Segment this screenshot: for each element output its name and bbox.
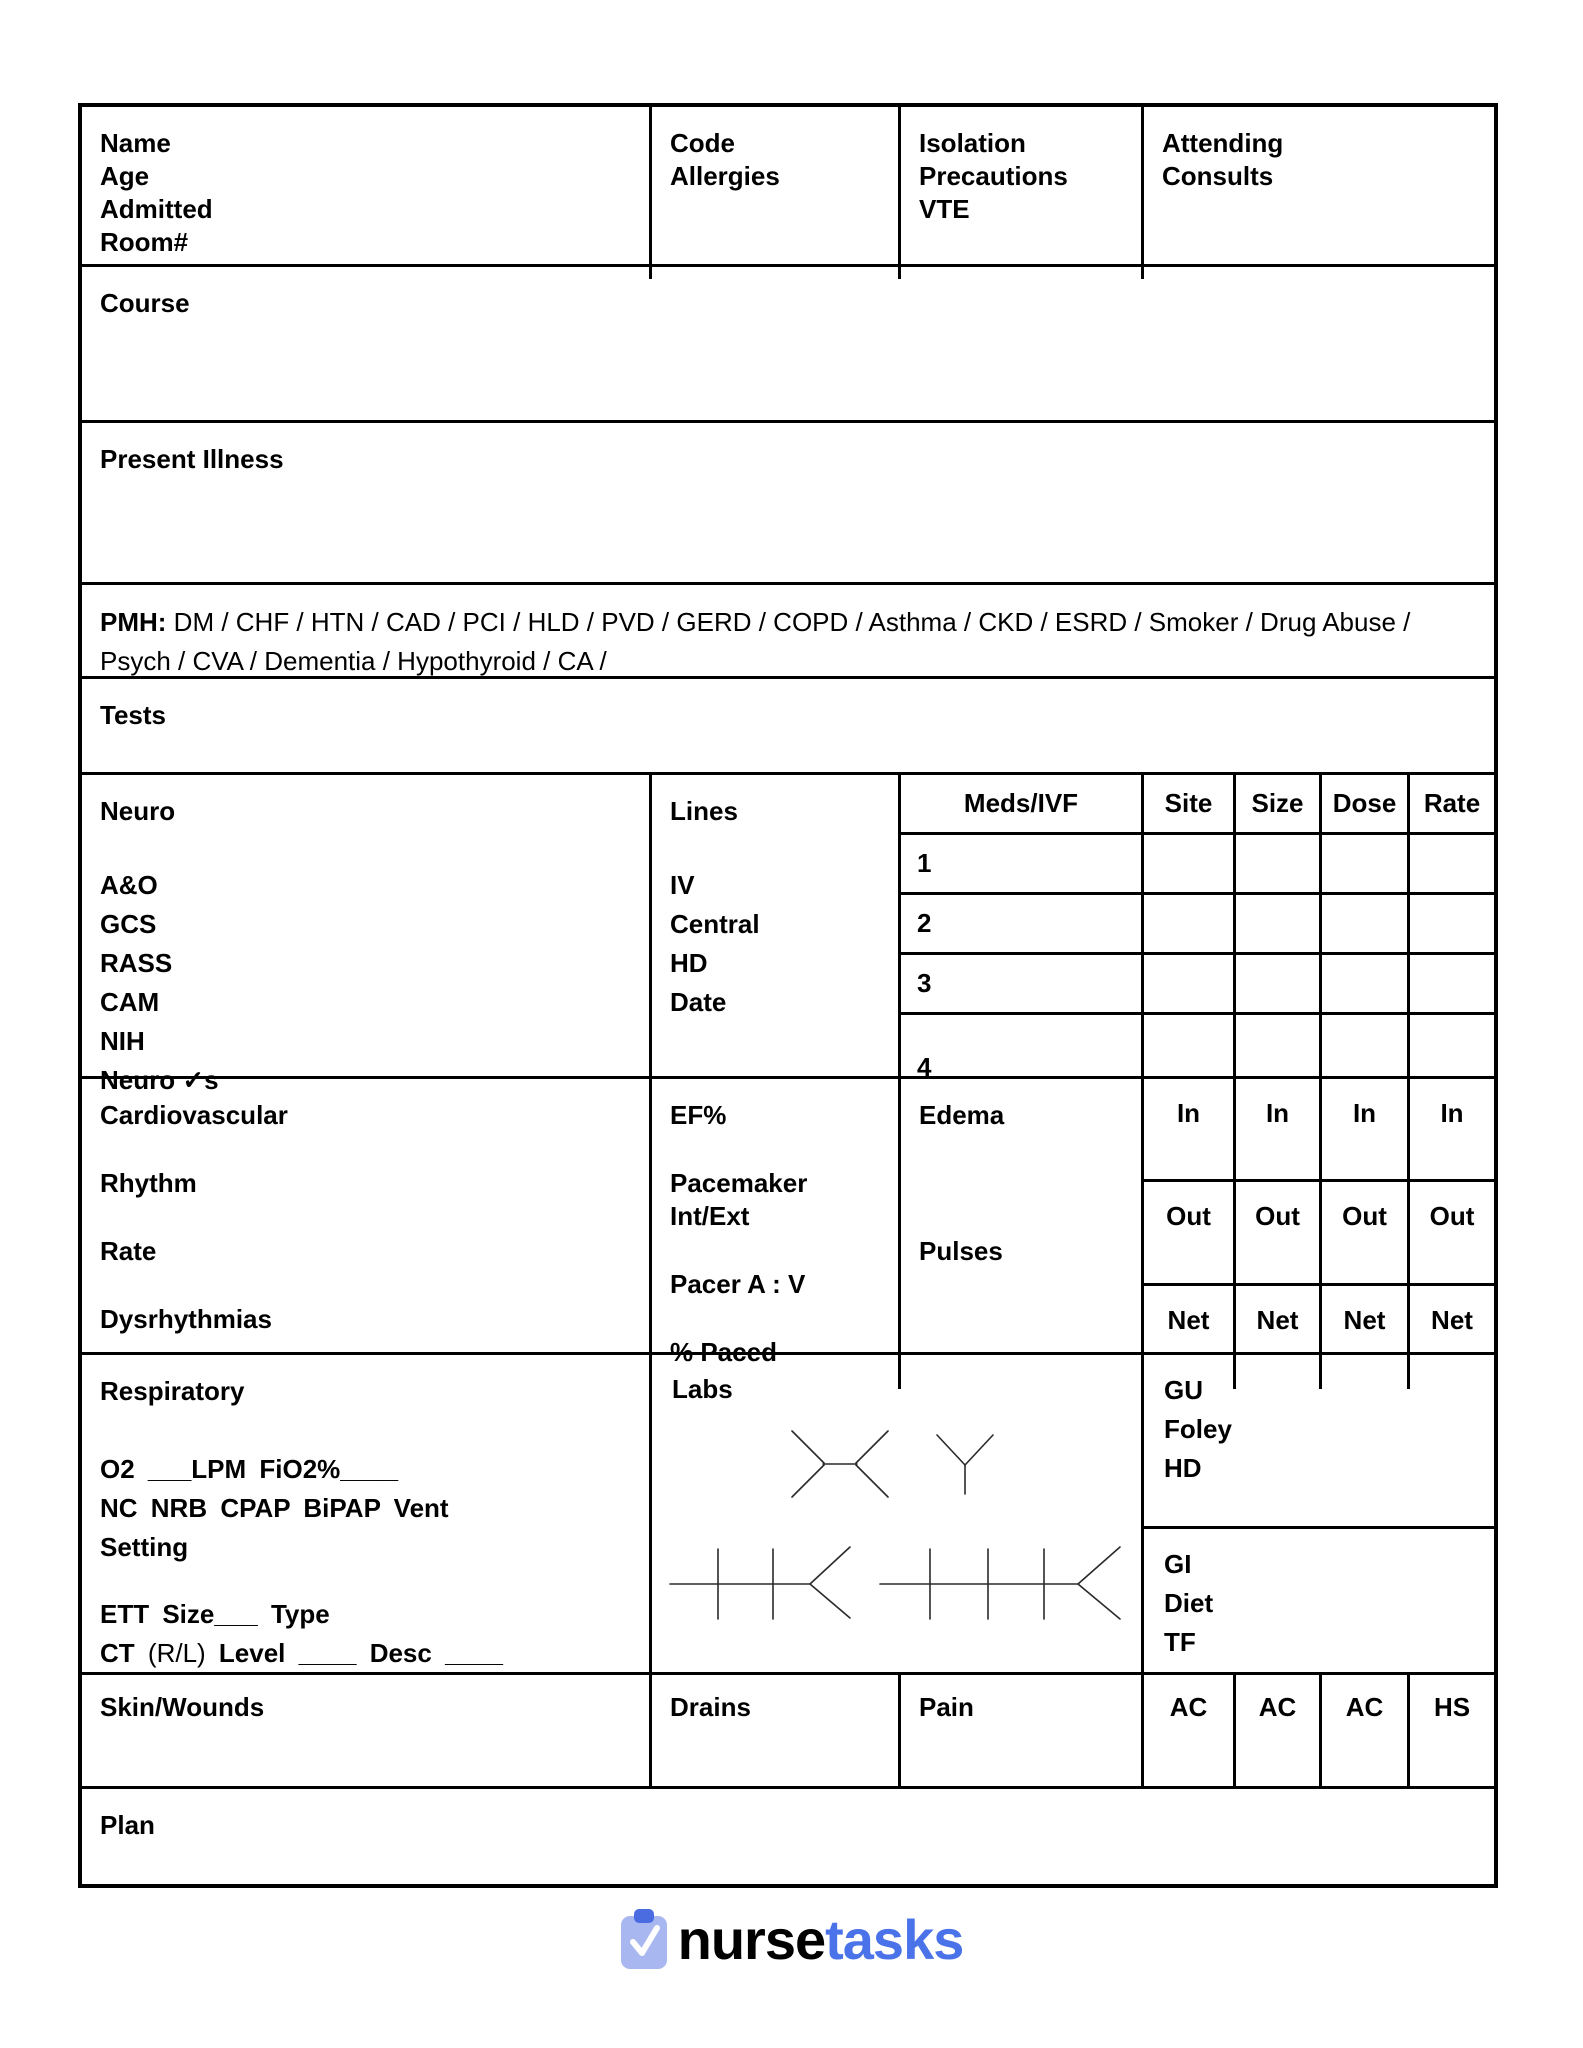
present-illness-row [82, 423, 1494, 585]
report-sheet [78, 103, 1498, 1888]
ef-label: EF% [670, 1100, 727, 1130]
in-cell-1: In [1144, 1079, 1233, 1182]
out-cell-2: Out [1236, 1182, 1319, 1285]
hd-label: HD [670, 948, 708, 978]
age-label: Age [100, 161, 150, 191]
patient-info-cell [82, 107, 652, 279]
skin-row [82, 1675, 1494, 1789]
tests-cell [82, 679, 1494, 772]
labs-label: Labs [672, 1374, 733, 1404]
pmh-items-1: DM / CHF / HTN / CAD / PCI / HLD / PVD / GERD / COPD / Asthma / CKD / ESRD / Smoker / Drug Abuse / [173, 607, 1411, 637]
med-row-3-dose [1322, 955, 1410, 1015]
ac-cell-1: AC [1144, 1675, 1236, 1786]
pmh-label: PMH: [100, 607, 167, 637]
med-row-1-site [1144, 835, 1236, 895]
io-column-2 [1236, 1079, 1322, 1389]
med-row-3-rate [1410, 955, 1494, 1015]
lines-cell [652, 775, 901, 1120]
meds-ivf-header: Meds/IVF [901, 775, 1144, 835]
pain-label: Pain [919, 1692, 974, 1722]
in-cell-4: In [1410, 1079, 1494, 1182]
logo-text-tasks: tasks [825, 1908, 964, 1971]
plan-row [82, 1789, 1494, 1884]
neuro-row [82, 775, 1494, 1095]
precautions-label: Precautions [919, 161, 1068, 191]
out-cell-3: Out [1322, 1182, 1407, 1285]
logo-text-nurse: nurse [677, 1908, 826, 1971]
ct-label: CT [100, 1638, 135, 1668]
net-cell-3: Net [1343, 1304, 1386, 1335]
med-row-2-number: 2 [901, 895, 1144, 955]
iv-label: IV [670, 870, 695, 900]
isolation-label: Isolation [919, 128, 1026, 158]
cardiovascular-label: Cardiovascular [100, 1100, 288, 1130]
size-header: Size [1236, 775, 1322, 835]
hs-cell: HS [1433, 1692, 1471, 1722]
lab-fishbone-diagrams [652, 1355, 1141, 1672]
rate-label: Rate [100, 1236, 157, 1266]
o2-line: O2 ___LPM FiO2%____ [100, 1454, 399, 1484]
gu-hd-label: HD [1164, 1453, 1202, 1483]
neuro-label: Neuro [100, 796, 176, 826]
consults-label: Consults [1162, 161, 1274, 191]
pmh-line-1 [100, 603, 1476, 642]
date-label: Date [670, 987, 727, 1017]
respiratory-cell [82, 1355, 652, 1693]
med-row-1-size [1236, 835, 1322, 895]
respiratory-label: Respiratory [100, 1376, 245, 1406]
edema-pulses-cell [901, 1079, 1144, 1389]
tests-row [82, 679, 1494, 775]
gu-label: GU [1164, 1375, 1203, 1405]
net-cell-4: Net [1431, 1304, 1473, 1335]
in-cell-2: In [1236, 1079, 1319, 1182]
logo-wordmark [678, 1910, 964, 1970]
vte-label: VTE [919, 194, 970, 224]
neuro-checks-label: Neuro ✓s [100, 1065, 219, 1095]
gcs-label: GCS [100, 909, 157, 939]
oxygen-device-line: NC NRB CPAP BiPAP Vent [100, 1493, 449, 1523]
skin-wounds-cell [82, 1675, 652, 1786]
ao-label: A&O [100, 870, 158, 900]
gi-label: GI [1164, 1549, 1192, 1579]
med-row-1-dose [1322, 835, 1410, 895]
course-cell [82, 267, 1494, 420]
med-row-2-size [1236, 895, 1322, 955]
med-row-2-dose [1322, 895, 1410, 955]
in-cell-3: In [1322, 1079, 1407, 1182]
med-row-3-size [1236, 955, 1322, 1015]
pacer-av-label: Pacer A : V [670, 1269, 806, 1299]
meds-table [901, 775, 1494, 1120]
dose-header: Dose [1322, 775, 1410, 835]
admitted-label: Admitted [100, 194, 213, 224]
pain-cell [901, 1675, 1144, 1786]
coag-y-fishbone-icon [937, 1435, 993, 1494]
plan-cell [82, 1789, 1494, 1884]
labs-cell [652, 1355, 1144, 1693]
isolation-cell [901, 107, 1144, 279]
ct-rl-label: (R/L) [147, 1638, 206, 1668]
gi-cell [1144, 1529, 1494, 1678]
dysrhythmias-label: Dysrhythmias [100, 1304, 272, 1334]
name-label: Name [100, 128, 171, 158]
pacemaker-label: Pacemaker Int/Ext [670, 1168, 808, 1231]
header-row [82, 107, 1494, 267]
edema-label: Edema [919, 1100, 1005, 1130]
med-row-3-number: 3 [901, 955, 1144, 1015]
cardio-row [82, 1079, 1494, 1367]
room-label: Room# [100, 227, 189, 257]
out-cell-4: Out [1410, 1182, 1494, 1285]
med-row-3-site [1144, 955, 1236, 1015]
tests-label: Tests [100, 700, 166, 730]
lines-list [670, 866, 880, 1022]
plan-label: Plan [100, 1810, 155, 1840]
allergies-label: Allergies [670, 161, 780, 191]
respiratory-row [82, 1355, 1494, 1675]
cbc-fishbone-icon [792, 1431, 888, 1497]
med-row-2-rate [1410, 895, 1494, 955]
present-illness-label: Present Illness [100, 444, 284, 474]
diet-label: Diet [1164, 1588, 1214, 1618]
net-cell-1: Net [1167, 1304, 1210, 1335]
setting-label: Setting [100, 1532, 189, 1562]
ett-line: ETT Size___ Type [100, 1599, 330, 1629]
nursetasks-logo [0, 1900, 1583, 1980]
gu-cell [1144, 1355, 1494, 1529]
io-column-4 [1410, 1079, 1494, 1389]
neuro-list [100, 866, 631, 1100]
tf-label: TF [1164, 1627, 1196, 1657]
percent-paced-label: % Paced [670, 1337, 777, 1367]
rass-label: RASS [100, 948, 173, 978]
attending-label: Attending [1162, 128, 1284, 158]
meds-table-cell [901, 775, 1494, 1120]
central-label: Central [670, 909, 760, 939]
lines-label: Lines [670, 796, 738, 826]
nih-label: NIH [100, 1026, 145, 1056]
pmh-row [82, 585, 1494, 679]
extended-bmp-fishbone-icon [880, 1547, 1120, 1619]
net-cell-2: Net [1256, 1304, 1299, 1335]
io-column-3 [1322, 1079, 1410, 1389]
present-illness-cell [82, 423, 1494, 582]
pulses-label: Pulses [919, 1236, 1003, 1266]
io-column-1 [1144, 1079, 1236, 1389]
ac-cell-2: AC [1236, 1675, 1322, 1786]
course-label: Course [100, 288, 190, 318]
heart-device-cell [652, 1079, 901, 1389]
drains-cell [652, 1675, 901, 1786]
code-label: Code [670, 128, 735, 158]
bmp-fishbone-icon [670, 1547, 850, 1619]
site-header: Site [1144, 775, 1236, 835]
ct-level-desc: Level ____ Desc ____ [218, 1638, 503, 1668]
clipboard-check-icon [620, 1908, 670, 1972]
neuro-cell [82, 775, 652, 1120]
code-allergies-cell [652, 107, 901, 279]
pmh-line-2: Psych / CVA / Dementia / Hypothyroid / CA / [100, 646, 607, 676]
foley-label: Foley [1164, 1414, 1232, 1444]
gu-gi-cell [1144, 1355, 1494, 1693]
skin-wounds-label: Skin/Wounds [100, 1692, 265, 1722]
med-row-1-rate [1410, 835, 1494, 895]
med-row-1-number: 1 [901, 835, 1144, 895]
out-cell-1: Out [1144, 1182, 1233, 1285]
drains-label: Drains [670, 1692, 751, 1722]
chest-tube-line [100, 1634, 631, 1673]
rate-header: Rate [1410, 775, 1494, 835]
rhythm-label: Rhythm [100, 1168, 197, 1198]
med-row-4-number: 4 [901, 1015, 1144, 1120]
med-row-2-site [1144, 895, 1236, 955]
course-row [82, 267, 1494, 423]
cardiovascular-cell [82, 1079, 652, 1389]
attending-cell [1144, 107, 1494, 279]
ac-cell-3: AC [1322, 1675, 1410, 1786]
cam-label: CAM [100, 987, 160, 1017]
